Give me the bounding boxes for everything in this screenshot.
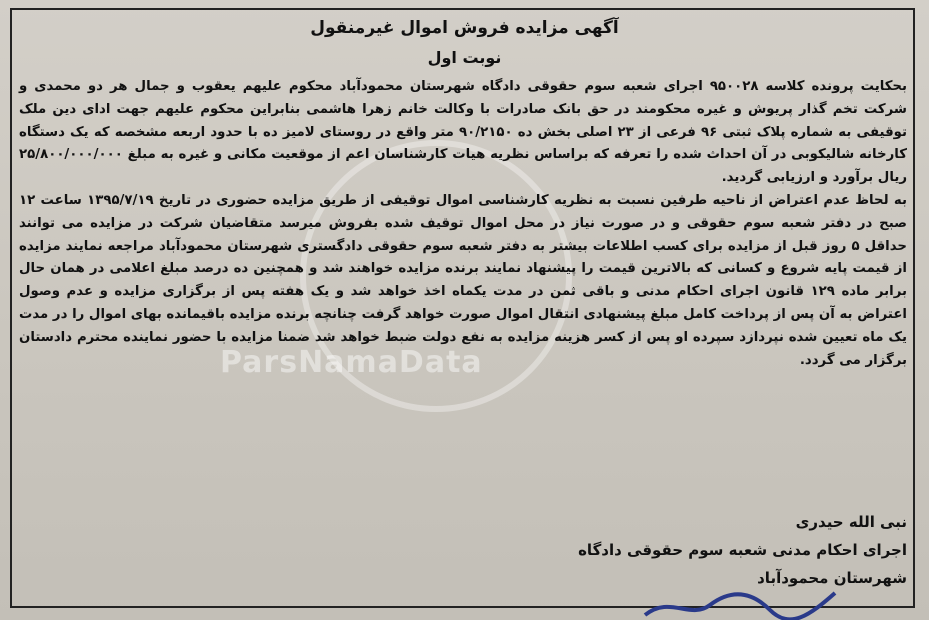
signature-name: نبی الله حیدری xyxy=(795,513,907,531)
watermark-logo-text: ParsNamaData xyxy=(220,345,483,380)
handwritten-mark xyxy=(640,585,840,620)
notice-body xyxy=(19,76,907,372)
notice-subtitle: نوبت اول xyxy=(427,48,502,67)
signature-city: شهرستان محمودآباد xyxy=(757,569,907,587)
notice-paragraph-2: به لحاظ عدم اعتراض از ناحیه طرفین نسبت به نظریه کارشناسی اموال توقیفی از طریق مزایده حضوری در تاریخ ۱۳۹۵/۷/۱۹ ساعت ۱۲ صبح در دفتر شعبه سوم حقوقی و در صورت نیاز در محل اموال توقیف شده بفروش میرسد متقاضیان شرکت در مزایده می توانند حداقل ۵ روز قبل از مزایده برای کسب اطلاعات بیشتر به دفتر شعبه سوم حقوقی دادگستری شهرستان محمودآباد مراجعه نمایند مزایده از قیمت پایه شروع و کسانی که بالاترین قیمت را پیشنهاد نمایند برنده مزایده خواهند شد و همچنین ده درصد مبلغ اعلامی در همان حال برابر ماده ۱۲۹ قانون اجرای احکام مدنی و باقی ثمن در مدت یکماه اخذ خواهد شد و یک هفته پس از برگزاری مزایده و عدم وصول اعتراض به آن پس از پرداخت کامل مبلغ پیشنهادی انتقال اموال صورت خواهد گرفت چنانچه برنده مزایده باقیمانده بهای اموال را در مدت یک ماه تعیین شده نپردازد سپرده او پس از کسر هزینه مزایده به نفع دولت ضبط خواهد شد ضمنا مزایده با حضور نماینده محترم دادستان برگزار می گردد. xyxy=(19,192,908,368)
notice-title: آگهی مزایده فروش اموال غیرمنقول xyxy=(310,18,619,38)
signature-position: اجرای احکام مدنی شعبه سوم حقوقی دادگاه xyxy=(578,541,907,559)
notice-paragraph-1: بحکایت پرونده کلاسه ۹۵۰۰۲۸ اجرای شعبه سوم حقوقی دادگاه شهرستان محمودآباد محکوم علیهم یعقوب و جمال هر دو محمدی و شرکت تخم گذار پریوش و غیره محکومند در حق بانک صادرات با وکالت خانم زهرا هاشمی بنابراین محکوم علیهم جهت ادای دین ملک توقیفی به شماره پلاک ثبتی ۹۶ فرعی از ۲۳ اصلی بخش ده ۹۰/۲۱۵۰ متر واقع در روستای لامیز ده با حدود اربعه مشخصه که یک دستگاه کارخانه شالیکوبی در آن احداث شده را تعرفه که براساس نظریه هیات کارشناسان اعم از موقعیت مکانی و غیره به مبلغ ۲۵/۸۰۰/۰۰۰/۰۰۰ ریال برآورد و ارزیابی گردید. xyxy=(19,79,907,186)
